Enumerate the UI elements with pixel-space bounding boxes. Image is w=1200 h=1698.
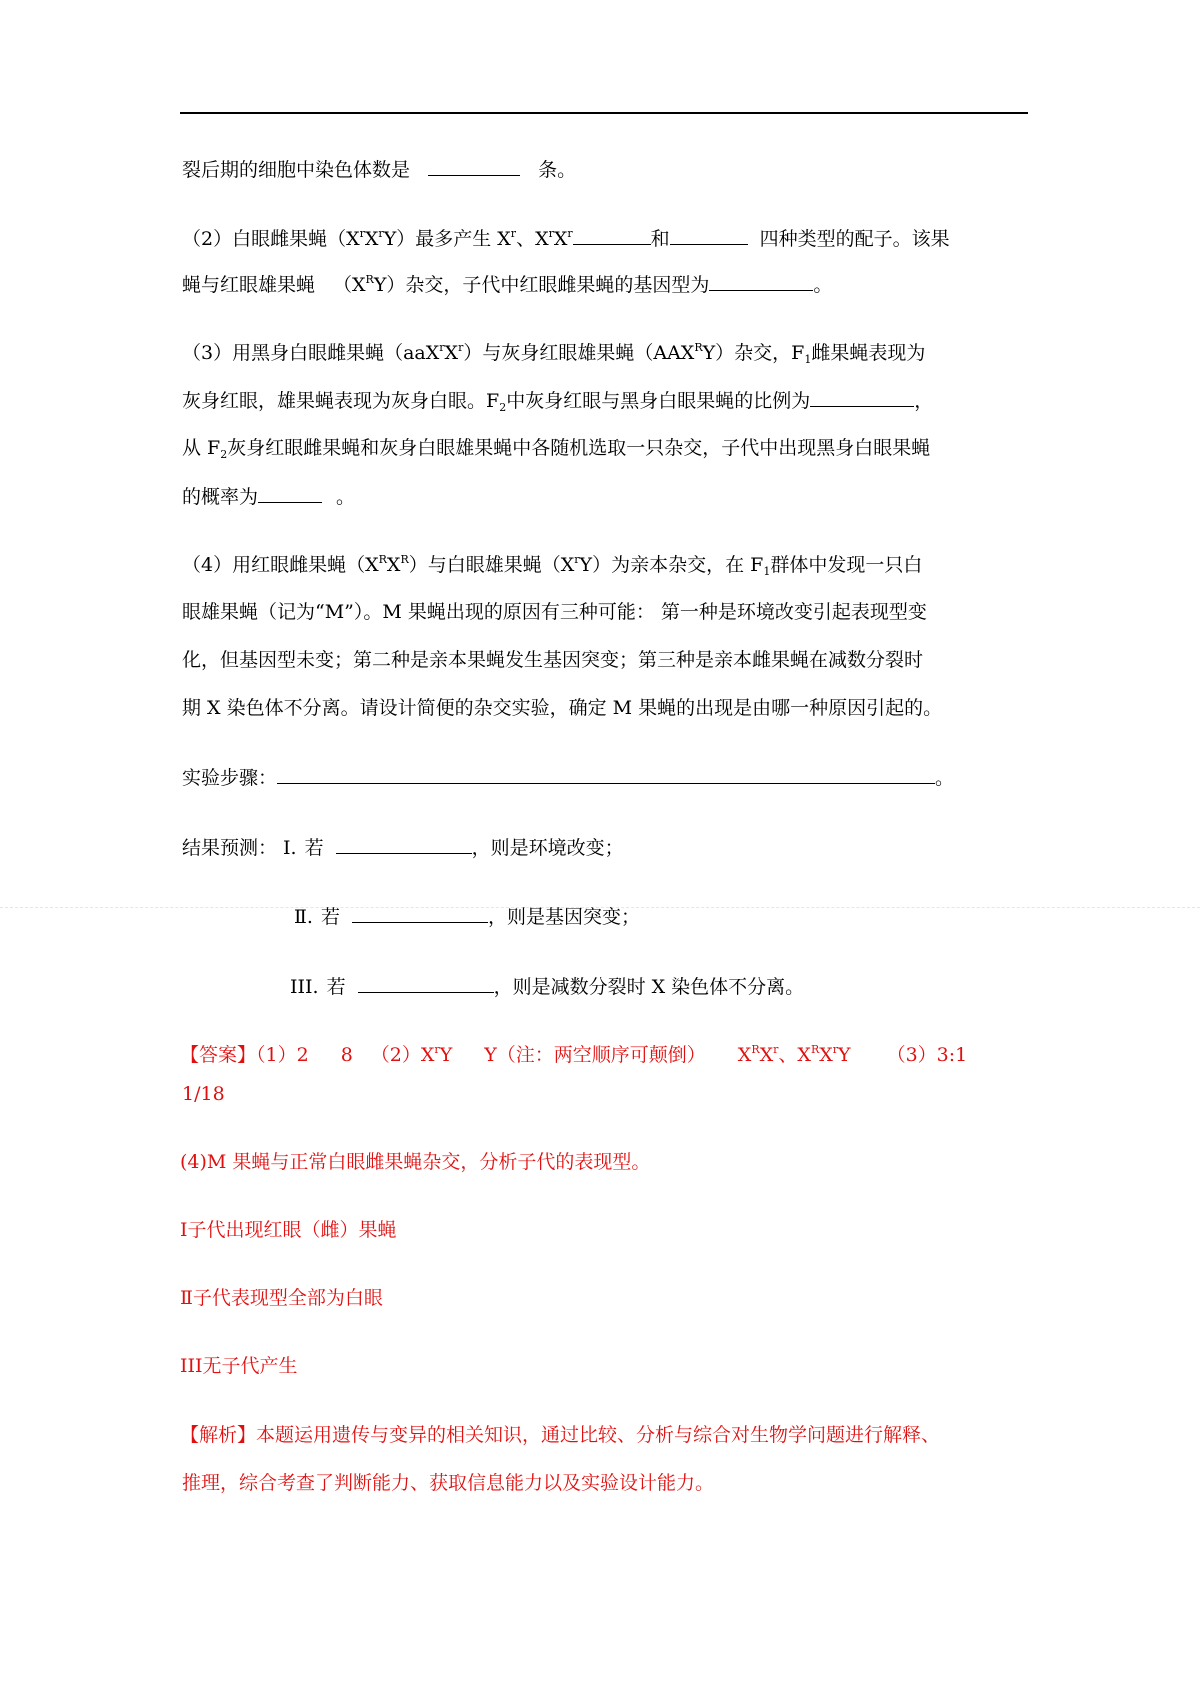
q3-text: 中灰身红眼与黑身白眼果蝇的比例为: [506, 390, 811, 412]
q1-end: 条。: [538, 159, 577, 181]
q3-text: 灰身红眼，雄果蝇表现为灰身白眼。F: [182, 390, 500, 412]
gene-x: X: [364, 228, 379, 250]
if-word: 若: [320, 906, 340, 928]
if-word: 若: [326, 976, 346, 998]
gene-x: X: [386, 554, 401, 576]
sup: r: [378, 227, 384, 240]
sub: 2: [220, 448, 228, 461]
q2-text: 蝇与红眼雄果蝇: [182, 274, 316, 296]
q4-text: 群体中发现一只白: [770, 554, 923, 576]
answer-2d: X: [737, 1044, 752, 1066]
analysis-line-2: 推理，综合考查了判断能力、获取信息能力以及实验设计能力。: [182, 1472, 715, 1494]
sup: r: [439, 341, 445, 354]
answer-result-3: III无子代产生: [180, 1355, 298, 1377]
blank-gamete-2[interactable]: [670, 226, 748, 245]
gene-x: X: [553, 228, 568, 250]
sup: R: [751, 1043, 760, 1056]
q2-tail: 四种类型的配子。该果: [759, 228, 950, 250]
predict-label: 结果预测：: [182, 837, 278, 859]
answer-1b: 8: [340, 1044, 353, 1066]
answer-2b: Y: [439, 1044, 453, 1066]
q3-line-4: [182, 484, 355, 509]
q2-period: 。: [813, 274, 833, 296]
blank-steps[interactable]: [277, 765, 935, 784]
q2-label: （2）白眼雌果蝇（X: [182, 228, 360, 250]
steps-end: 。: [935, 767, 955, 789]
q2-text: （X: [333, 274, 366, 296]
sub: 1: [804, 353, 812, 366]
answer-2g: Y: [838, 1044, 851, 1066]
sup: r: [434, 1043, 440, 1056]
q4-text: Y）为亲本杂交，在 F: [579, 554, 764, 576]
q3-line-2: [182, 388, 933, 413]
answer-2e: X: [759, 1044, 774, 1066]
answer-line-3: (4)M 果蝇与正常白眼雌果蝇杂交，分析子代的表现型。: [180, 1151, 651, 1173]
answer-2f: 、X: [778, 1044, 811, 1066]
predict-line-1: [182, 835, 624, 860]
blank-probability[interactable]: [258, 484, 322, 503]
sub: 2: [499, 401, 507, 414]
answer-result-2: Ⅱ子代表现型全部为白眼: [180, 1287, 383, 1309]
q4-line-1: [182, 553, 922, 577]
predict-line-2: [294, 904, 640, 929]
sup: r: [832, 1043, 839, 1056]
q2-and: 和: [650, 228, 670, 250]
result-tail: ，则是环境改变；: [471, 837, 624, 859]
sup: r: [359, 227, 365, 240]
q2-text: Y）杂交，子代中红眼雌果蝇的基因型为: [373, 274, 710, 296]
sup: r: [458, 341, 464, 354]
gene-x: X: [819, 1044, 833, 1066]
blank-chromosome-count[interactable]: [428, 157, 520, 176]
sup: r: [548, 227, 554, 240]
sup: R: [378, 553, 387, 566]
result-num: Ⅰ.: [283, 837, 297, 859]
q3-text: 的概率为: [182, 486, 259, 508]
steps-label: 实验步骤：: [182, 767, 278, 789]
sup: r: [773, 1043, 779, 1056]
blank-result-3[interactable]: [358, 974, 494, 993]
sup: r: [510, 227, 517, 240]
result-tail: ，则是减数分裂时 X 染色体不分离。: [493, 976, 805, 998]
blank-result-2[interactable]: [352, 904, 488, 923]
sup: R: [810, 1043, 820, 1056]
q3-comma: ，: [914, 390, 934, 412]
q3-line-3: [182, 436, 930, 460]
q4-line-2: 眼雄果蝇（记为“M”）。M 果蝇出现的原因有三种可能： 第一种是环境改变引起表现型变: [182, 601, 927, 623]
if-word: 若: [304, 837, 324, 859]
answer-1: （1）2: [256, 1044, 309, 1066]
blank-genotype[interactable]: [709, 272, 813, 291]
result-tail: ，则是基因突变；: [487, 906, 640, 928]
result-num: Ⅱ.: [294, 906, 313, 928]
q3-text: ）与灰身红眼雄果蝇（AAX: [463, 342, 695, 364]
analysis-text: 本题运用遗传与变异的相关知识，通过比较、分析与综合对生物学问题进行解释、: [256, 1424, 941, 1446]
answer-3: （3）3:1: [886, 1044, 968, 1066]
q3-end: 。: [336, 486, 356, 508]
gene-x: X: [444, 342, 459, 364]
q3-text: 从 F: [182, 437, 221, 459]
analysis-line-1: [180, 1423, 940, 1447]
answer-line-2: 1/18: [182, 1083, 225, 1105]
q3-text: Y）杂交，F: [702, 342, 805, 364]
blank-gamete-1[interactable]: [573, 226, 651, 245]
q3-text: （3）用黑身白眼雌果蝇（aaX: [182, 342, 440, 364]
steps-line: [182, 765, 954, 790]
sup: r: [574, 553, 580, 566]
q2-sep: 、X: [516, 228, 549, 250]
sub: 1: [763, 565, 771, 578]
q2-text: Y）最多产生 X: [383, 228, 511, 250]
blank-result-1[interactable]: [336, 835, 472, 854]
analysis-tag: 【解析】: [180, 1424, 257, 1446]
q4-text: （4）用红眼雌果蝇（X: [182, 554, 379, 576]
q4-line-4: 期 X 染色体不分离。请设计简便的杂交实验，确定 M 果蝇的出现是由哪一种原因引起的。: [182, 697, 943, 719]
answer-2: （2）X: [370, 1044, 435, 1066]
header-rule: [180, 112, 1028, 114]
answer-result-1: Ⅰ子代出现红眼（雌）果蝇: [180, 1219, 397, 1241]
q4-text: ）与白眼雄果蝇（X: [408, 554, 575, 576]
sup: R: [694, 341, 703, 354]
answer-line-1: [180, 1043, 967, 1067]
q2-line-1: [182, 226, 950, 251]
q4-line-3: 化，但基因型未变；第二种是亲本果蝇发生基因突变；第三种是亲本雌果蝇在减数分裂时: [182, 649, 924, 671]
q1-line: [182, 157, 576, 182]
q3-line-1: [182, 341, 925, 365]
sup: r: [567, 227, 573, 240]
sup: R: [365, 273, 374, 286]
q1-text: 裂后期的细胞中染色体数是: [182, 159, 411, 181]
blank-ratio[interactable]: [810, 388, 914, 407]
predict-line-3: [290, 974, 804, 999]
q2-line-2: [182, 272, 832, 297]
result-num: III.: [290, 976, 319, 998]
q3-text: 雌果蝇表现为: [811, 342, 926, 364]
sup: R: [400, 553, 409, 566]
answer-tag: 【答案】: [180, 1044, 257, 1066]
q3-text: 灰身红眼雌果蝇和灰身白眼雄果蝇中各随机选取一只杂交，子代中出现黑身白眼果蝇: [227, 437, 931, 459]
answer-2c: Y（注：两空顺序可颠倒）: [484, 1044, 706, 1066]
